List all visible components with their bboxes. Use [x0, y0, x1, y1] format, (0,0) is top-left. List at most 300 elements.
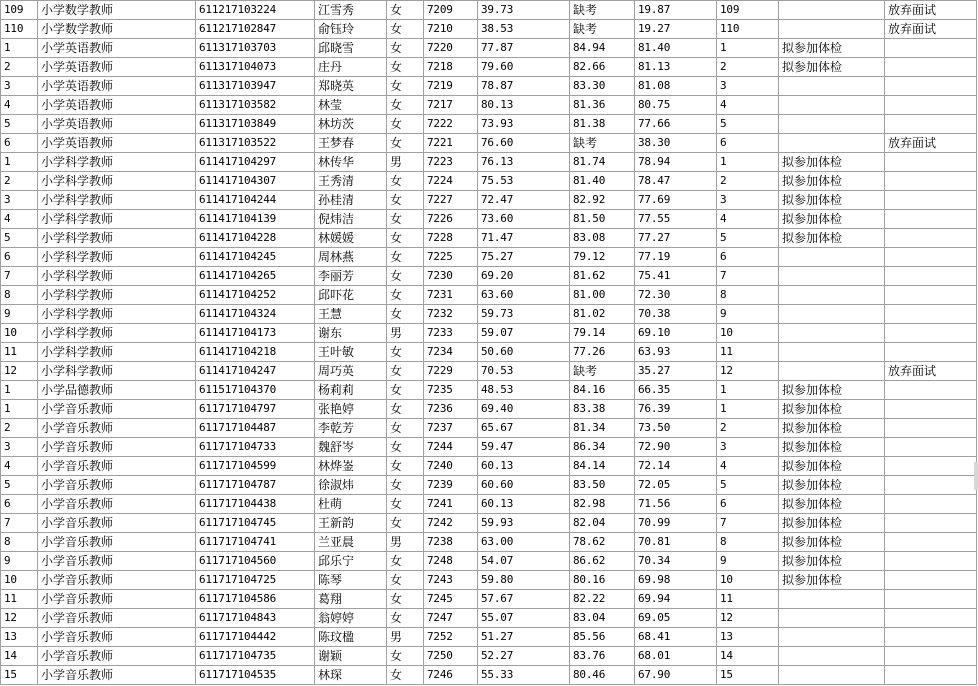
position-cell[interactable]: 小学科学教师: [38, 191, 196, 210]
total-score-cell[interactable]: 68.01: [635, 647, 717, 666]
total-score-cell[interactable]: 78.94: [635, 153, 717, 172]
rank-cell[interactable]: 4: [717, 210, 779, 229]
seq-no-cell[interactable]: 5: [1, 229, 38, 248]
interview-score-cell[interactable]: 86.62: [570, 552, 635, 571]
seq-no-cell[interactable]: 3: [1, 191, 38, 210]
written-score-cell[interactable]: 63.60: [478, 286, 570, 305]
position-cell[interactable]: 小学科学教师: [38, 324, 196, 343]
interview-score-cell[interactable]: 77.26: [570, 343, 635, 362]
written-score-cell[interactable]: 65.67: [478, 419, 570, 438]
checkup-cell[interactable]: 拟参加体检: [779, 552, 885, 571]
exam-id-cell[interactable]: 611417104228: [196, 229, 315, 248]
exam-id-cell[interactable]: 611417104252: [196, 286, 315, 305]
remark-cell[interactable]: [885, 628, 977, 647]
rank-cell[interactable]: 1: [717, 381, 779, 400]
exam-id-cell[interactable]: 611717104735: [196, 647, 315, 666]
exam-id-cell[interactable]: 611417104297: [196, 153, 315, 172]
written-score-cell[interactable]: 75.53: [478, 172, 570, 191]
total-score-cell[interactable]: 35.27: [635, 362, 717, 381]
interview-score-cell[interactable]: 80.16: [570, 571, 635, 590]
exam-id-cell[interactable]: 611717104725: [196, 571, 315, 590]
seq-no-cell[interactable]: 3: [1, 77, 38, 96]
remark-cell[interactable]: [885, 286, 977, 305]
interview-score-cell[interactable]: 84.16: [570, 381, 635, 400]
seq-no-cell[interactable]: 110: [1, 20, 38, 39]
position-cell[interactable]: 小学音乐教师: [38, 400, 196, 419]
total-score-cell[interactable]: 77.55: [635, 210, 717, 229]
gender-cell[interactable]: 女: [387, 514, 424, 533]
interview-score-cell[interactable]: 86.34: [570, 438, 635, 457]
checkup-cell[interactable]: 拟参加体检: [779, 400, 885, 419]
exam-id-cell[interactable]: 611717104438: [196, 495, 315, 514]
rank-cell[interactable]: 3: [717, 77, 779, 96]
remark-cell[interactable]: [885, 229, 977, 248]
seat-no-cell[interactable]: 7245: [424, 590, 478, 609]
gender-cell[interactable]: 女: [387, 96, 424, 115]
checkup-cell[interactable]: [779, 267, 885, 286]
position-cell[interactable]: 小学数学教师: [38, 1, 196, 20]
name-cell[interactable]: 谢颖: [315, 647, 387, 666]
seat-no-cell[interactable]: 7223: [424, 153, 478, 172]
position-cell[interactable]: 小学音乐教师: [38, 457, 196, 476]
seat-no-cell[interactable]: 7252: [424, 628, 478, 647]
written-score-cell[interactable]: 71.47: [478, 229, 570, 248]
interview-score-cell[interactable]: 缺考: [570, 134, 635, 153]
rank-cell[interactable]: 5: [717, 115, 779, 134]
seq-no-cell[interactable]: 10: [1, 324, 38, 343]
checkup-cell[interactable]: 拟参加体检: [779, 533, 885, 552]
checkup-cell[interactable]: [779, 628, 885, 647]
remark-cell[interactable]: [885, 267, 977, 286]
seat-no-cell[interactable]: 7250: [424, 647, 478, 666]
seat-no-cell[interactable]: 7225: [424, 248, 478, 267]
name-cell[interactable]: 谢东: [315, 324, 387, 343]
interview-score-cell[interactable]: 83.50: [570, 476, 635, 495]
name-cell[interactable]: 王慧: [315, 305, 387, 324]
gender-cell[interactable]: 女: [387, 210, 424, 229]
rank-cell[interactable]: 11: [717, 343, 779, 362]
total-score-cell[interactable]: 68.41: [635, 628, 717, 647]
total-score-cell[interactable]: 81.13: [635, 58, 717, 77]
interview-score-cell[interactable]: 82.04: [570, 514, 635, 533]
rank-cell[interactable]: 11: [717, 590, 779, 609]
exam-id-cell[interactable]: 611317103522: [196, 134, 315, 153]
exam-id-cell[interactable]: 611317103582: [196, 96, 315, 115]
name-cell[interactable]: 王梦春: [315, 134, 387, 153]
gender-cell[interactable]: 女: [387, 58, 424, 77]
seat-no-cell[interactable]: 7230: [424, 267, 478, 286]
seat-no-cell[interactable]: 7234: [424, 343, 478, 362]
position-cell[interactable]: 小学音乐教师: [38, 514, 196, 533]
remark-cell[interactable]: 放弃面试: [885, 20, 977, 39]
seq-no-cell[interactable]: 12: [1, 609, 38, 628]
interview-score-cell[interactable]: 81.62: [570, 267, 635, 286]
rank-cell[interactable]: 12: [717, 362, 779, 381]
rank-cell[interactable]: 6: [717, 248, 779, 267]
written-score-cell[interactable]: 60.13: [478, 495, 570, 514]
written-score-cell[interactable]: 75.27: [478, 248, 570, 267]
seq-no-cell[interactable]: 9: [1, 305, 38, 324]
position-cell[interactable]: 小学英语教师: [38, 39, 196, 58]
interview-score-cell[interactable]: 81.40: [570, 172, 635, 191]
checkup-cell[interactable]: [779, 590, 885, 609]
exam-id-cell[interactable]: 611317103703: [196, 39, 315, 58]
seat-no-cell[interactable]: 7235: [424, 381, 478, 400]
seat-no-cell[interactable]: 7217: [424, 96, 478, 115]
checkup-cell[interactable]: 拟参加体检: [779, 495, 885, 514]
name-cell[interactable]: 杨莉莉: [315, 381, 387, 400]
remark-cell[interactable]: [885, 609, 977, 628]
name-cell[interactable]: 杜萌: [315, 495, 387, 514]
interview-score-cell[interactable]: 85.56: [570, 628, 635, 647]
exam-id-cell[interactable]: 611517104370: [196, 381, 315, 400]
rank-cell[interactable]: 2: [717, 419, 779, 438]
written-score-cell[interactable]: 59.93: [478, 514, 570, 533]
rank-cell[interactable]: 4: [717, 457, 779, 476]
rank-cell[interactable]: 7: [717, 514, 779, 533]
checkup-cell[interactable]: 拟参加体检: [779, 58, 885, 77]
gender-cell[interactable]: 女: [387, 609, 424, 628]
exam-id-cell[interactable]: 611417104244: [196, 191, 315, 210]
seq-no-cell[interactable]: 109: [1, 1, 38, 20]
interview-score-cell[interactable]: 缺考: [570, 1, 635, 20]
total-score-cell[interactable]: 66.35: [635, 381, 717, 400]
exam-id-cell[interactable]: 611417104139: [196, 210, 315, 229]
total-score-cell[interactable]: 19.27: [635, 20, 717, 39]
gender-cell[interactable]: 男: [387, 324, 424, 343]
position-cell[interactable]: 小学科学教师: [38, 172, 196, 191]
total-score-cell[interactable]: 69.05: [635, 609, 717, 628]
exam-id-cell[interactable]: 611317103947: [196, 77, 315, 96]
name-cell[interactable]: 林莹: [315, 96, 387, 115]
remark-cell[interactable]: [885, 552, 977, 571]
total-score-cell[interactable]: 71.56: [635, 495, 717, 514]
gender-cell[interactable]: 女: [387, 495, 424, 514]
checkup-cell[interactable]: 拟参加体检: [779, 514, 885, 533]
gender-cell[interactable]: 女: [387, 20, 424, 39]
seat-no-cell[interactable]: 7218: [424, 58, 478, 77]
position-cell[interactable]: 小学音乐教师: [38, 647, 196, 666]
remark-cell[interactable]: [885, 324, 977, 343]
seat-no-cell[interactable]: 7227: [424, 191, 478, 210]
seq-no-cell[interactable]: 10: [1, 571, 38, 590]
interview-score-cell[interactable]: 83.38: [570, 400, 635, 419]
rank-cell[interactable]: 6: [717, 495, 779, 514]
gender-cell[interactable]: 女: [387, 647, 424, 666]
position-cell[interactable]: 小学音乐教师: [38, 419, 196, 438]
checkup-cell[interactable]: 拟参加体检: [779, 39, 885, 58]
rank-cell[interactable]: 12: [717, 609, 779, 628]
position-cell[interactable]: 小学英语教师: [38, 77, 196, 96]
position-cell[interactable]: 小学音乐教师: [38, 666, 196, 685]
gender-cell[interactable]: 女: [387, 286, 424, 305]
checkup-cell[interactable]: [779, 609, 885, 628]
total-score-cell[interactable]: 69.10: [635, 324, 717, 343]
remark-cell[interactable]: [885, 533, 977, 552]
name-cell[interactable]: 陈琴: [315, 571, 387, 590]
exam-id-cell[interactable]: 611417104324: [196, 305, 315, 324]
checkup-cell[interactable]: 拟参加体检: [779, 210, 885, 229]
written-score-cell[interactable]: 54.07: [478, 552, 570, 571]
interview-score-cell[interactable]: 82.92: [570, 191, 635, 210]
checkup-cell[interactable]: [779, 77, 885, 96]
total-score-cell[interactable]: 70.34: [635, 552, 717, 571]
interview-score-cell[interactable]: 82.98: [570, 495, 635, 514]
total-score-cell[interactable]: 78.47: [635, 172, 717, 191]
position-cell[interactable]: 小学音乐教师: [38, 438, 196, 457]
remark-cell[interactable]: [885, 115, 977, 134]
exam-id-cell[interactable]: 611717104741: [196, 533, 315, 552]
exam-id-cell[interactable]: 611317104073: [196, 58, 315, 77]
seq-no-cell[interactable]: 15: [1, 666, 38, 685]
interview-score-cell[interactable]: 81.50: [570, 210, 635, 229]
written-score-cell[interactable]: 38.53: [478, 20, 570, 39]
seq-no-cell[interactable]: 11: [1, 343, 38, 362]
seq-no-cell[interactable]: 2: [1, 58, 38, 77]
seat-no-cell[interactable]: 7247: [424, 609, 478, 628]
total-score-cell[interactable]: 72.14: [635, 457, 717, 476]
name-cell[interactable]: 林坊茨: [315, 115, 387, 134]
rank-cell[interactable]: 3: [717, 438, 779, 457]
seq-no-cell[interactable]: 7: [1, 267, 38, 286]
rank-cell[interactable]: 1: [717, 153, 779, 172]
exam-id-cell[interactable]: 611717104586: [196, 590, 315, 609]
interview-score-cell[interactable]: 82.66: [570, 58, 635, 77]
seat-no-cell[interactable]: 7242: [424, 514, 478, 533]
name-cell[interactable]: 邱晓雪: [315, 39, 387, 58]
written-score-cell[interactable]: 63.00: [478, 533, 570, 552]
seat-no-cell[interactable]: 7210: [424, 20, 478, 39]
seat-no-cell[interactable]: 7239: [424, 476, 478, 495]
gender-cell[interactable]: 女: [387, 191, 424, 210]
checkup-cell[interactable]: [779, 305, 885, 324]
position-cell[interactable]: 小学英语教师: [38, 134, 196, 153]
interview-score-cell[interactable]: 80.46: [570, 666, 635, 685]
written-score-cell[interactable]: 50.60: [478, 343, 570, 362]
seat-no-cell[interactable]: 7241: [424, 495, 478, 514]
remark-cell[interactable]: [885, 210, 977, 229]
name-cell[interactable]: 林琛: [315, 666, 387, 685]
position-cell[interactable]: 小学音乐教师: [38, 590, 196, 609]
checkup-cell[interactable]: [779, 20, 885, 39]
rank-cell[interactable]: 13: [717, 628, 779, 647]
seat-no-cell[interactable]: 7238: [424, 533, 478, 552]
checkup-cell[interactable]: 拟参加体检: [779, 419, 885, 438]
total-score-cell[interactable]: 69.98: [635, 571, 717, 590]
position-cell[interactable]: 小学数学教师: [38, 20, 196, 39]
seq-no-cell[interactable]: 14: [1, 647, 38, 666]
seq-no-cell[interactable]: 12: [1, 362, 38, 381]
total-score-cell[interactable]: 81.40: [635, 39, 717, 58]
seq-no-cell[interactable]: 6: [1, 134, 38, 153]
remark-cell[interactable]: [885, 153, 977, 172]
checkup-cell[interactable]: [779, 362, 885, 381]
checkup-cell[interactable]: 拟参加体检: [779, 153, 885, 172]
seat-no-cell[interactable]: 7226: [424, 210, 478, 229]
seat-no-cell[interactable]: 7237: [424, 419, 478, 438]
name-cell[interactable]: 倪炜洁: [315, 210, 387, 229]
remark-cell[interactable]: [885, 514, 977, 533]
gender-cell[interactable]: 女: [387, 400, 424, 419]
remark-cell[interactable]: [885, 381, 977, 400]
gender-cell[interactable]: 女: [387, 476, 424, 495]
total-score-cell[interactable]: 73.50: [635, 419, 717, 438]
total-score-cell[interactable]: 77.69: [635, 191, 717, 210]
rank-cell[interactable]: 5: [717, 229, 779, 248]
remark-cell[interactable]: [885, 438, 977, 457]
seat-no-cell[interactable]: 7222: [424, 115, 478, 134]
gender-cell[interactable]: 女: [387, 381, 424, 400]
written-score-cell[interactable]: 48.53: [478, 381, 570, 400]
rank-cell[interactable]: 8: [717, 286, 779, 305]
gender-cell[interactable]: 女: [387, 134, 424, 153]
rank-cell[interactable]: 6: [717, 134, 779, 153]
interview-score-cell[interactable]: 缺考: [570, 362, 635, 381]
rank-cell[interactable]: 14: [717, 647, 779, 666]
gender-cell[interactable]: 女: [387, 590, 424, 609]
seat-no-cell[interactable]: 7246: [424, 666, 478, 685]
gender-cell[interactable]: 女: [387, 457, 424, 476]
seat-no-cell[interactable]: 7229: [424, 362, 478, 381]
gender-cell[interactable]: 女: [387, 172, 424, 191]
rank-cell[interactable]: 109: [717, 1, 779, 20]
gender-cell[interactable]: 男: [387, 153, 424, 172]
written-score-cell[interactable]: 79.60: [478, 58, 570, 77]
gender-cell[interactable]: 女: [387, 571, 424, 590]
exam-id-cell[interactable]: 611717104487: [196, 419, 315, 438]
checkup-cell[interactable]: 拟参加体检: [779, 172, 885, 191]
total-score-cell[interactable]: 77.27: [635, 229, 717, 248]
written-score-cell[interactable]: 59.80: [478, 571, 570, 590]
remark-cell[interactable]: [885, 647, 977, 666]
exam-id-cell[interactable]: 611417104218: [196, 343, 315, 362]
exam-id-cell[interactable]: 611717104745: [196, 514, 315, 533]
position-cell[interactable]: 小学科学教师: [38, 362, 196, 381]
total-score-cell[interactable]: 75.41: [635, 267, 717, 286]
written-score-cell[interactable]: 76.13: [478, 153, 570, 172]
remark-cell[interactable]: [885, 96, 977, 115]
seq-no-cell[interactable]: 1: [1, 400, 38, 419]
checkup-cell[interactable]: [779, 115, 885, 134]
remark-cell[interactable]: [885, 172, 977, 191]
remark-cell[interactable]: 放弃面试: [885, 1, 977, 20]
total-score-cell[interactable]: 70.99: [635, 514, 717, 533]
position-cell[interactable]: 小学音乐教师: [38, 533, 196, 552]
name-cell[interactable]: 张艳婷: [315, 400, 387, 419]
checkup-cell[interactable]: [779, 286, 885, 305]
position-cell[interactable]: 小学科学教师: [38, 343, 196, 362]
position-cell[interactable]: 小学品德教师: [38, 381, 196, 400]
total-score-cell[interactable]: 72.30: [635, 286, 717, 305]
interview-score-cell[interactable]: 缺考: [570, 20, 635, 39]
seat-no-cell[interactable]: 7233: [424, 324, 478, 343]
rank-cell[interactable]: 1: [717, 39, 779, 58]
total-score-cell[interactable]: 69.94: [635, 590, 717, 609]
rank-cell[interactable]: 3: [717, 191, 779, 210]
seq-no-cell[interactable]: 2: [1, 419, 38, 438]
name-cell[interactable]: 孙桂清: [315, 191, 387, 210]
written-score-cell[interactable]: 51.27: [478, 628, 570, 647]
interview-score-cell[interactable]: 83.30: [570, 77, 635, 96]
name-cell[interactable]: 陈玟楹: [315, 628, 387, 647]
name-cell[interactable]: 林烨崟: [315, 457, 387, 476]
name-cell[interactable]: 王秀清: [315, 172, 387, 191]
rank-cell[interactable]: 10: [717, 571, 779, 590]
written-score-cell[interactable]: 78.87: [478, 77, 570, 96]
rank-cell[interactable]: 15: [717, 666, 779, 685]
name-cell[interactable]: 李乾芳: [315, 419, 387, 438]
seq-no-cell[interactable]: 7: [1, 514, 38, 533]
rank-cell[interactable]: 110: [717, 20, 779, 39]
seq-no-cell[interactable]: 9: [1, 552, 38, 571]
seat-no-cell[interactable]: 7220: [424, 39, 478, 58]
seq-no-cell[interactable]: 4: [1, 96, 38, 115]
remark-cell[interactable]: [885, 400, 977, 419]
checkup-cell[interactable]: [779, 343, 885, 362]
position-cell[interactable]: 小学音乐教师: [38, 609, 196, 628]
remark-cell[interactable]: [885, 666, 977, 685]
rank-cell[interactable]: 4: [717, 96, 779, 115]
name-cell[interactable]: 葛翔: [315, 590, 387, 609]
written-score-cell[interactable]: 73.60: [478, 210, 570, 229]
gender-cell[interactable]: 女: [387, 77, 424, 96]
name-cell[interactable]: 邱乐宁: [315, 552, 387, 571]
name-cell[interactable]: 邱吓花: [315, 286, 387, 305]
exam-id-cell[interactable]: 611217102847: [196, 20, 315, 39]
name-cell[interactable]: 王叶敏: [315, 343, 387, 362]
gender-cell[interactable]: 女: [387, 115, 424, 134]
scrollbar-edge[interactable]: [974, 462, 978, 490]
position-cell[interactable]: 小学音乐教师: [38, 571, 196, 590]
position-cell[interactable]: 小学音乐教师: [38, 628, 196, 647]
name-cell[interactable]: 林传华: [315, 153, 387, 172]
checkup-cell[interactable]: 拟参加体检: [779, 571, 885, 590]
written-score-cell[interactable]: 60.13: [478, 457, 570, 476]
seat-no-cell[interactable]: 7224: [424, 172, 478, 191]
total-score-cell[interactable]: 63.93: [635, 343, 717, 362]
total-score-cell[interactable]: 70.81: [635, 533, 717, 552]
checkup-cell[interactable]: 拟参加体检: [779, 191, 885, 210]
total-score-cell[interactable]: 70.38: [635, 305, 717, 324]
exam-id-cell[interactable]: 611317103849: [196, 115, 315, 134]
interview-score-cell[interactable]: 81.00: [570, 286, 635, 305]
written-score-cell[interactable]: 69.40: [478, 400, 570, 419]
remark-cell[interactable]: [885, 495, 977, 514]
name-cell[interactable]: 周巧英: [315, 362, 387, 381]
total-score-cell[interactable]: 76.39: [635, 400, 717, 419]
position-cell[interactable]: 小学音乐教师: [38, 552, 196, 571]
rank-cell[interactable]: 1: [717, 400, 779, 419]
position-cell[interactable]: 小学音乐教师: [38, 476, 196, 495]
name-cell[interactable]: 俞钰玲: [315, 20, 387, 39]
checkup-cell[interactable]: 拟参加体检: [779, 438, 885, 457]
rank-cell[interactable]: 2: [717, 172, 779, 191]
total-score-cell[interactable]: 72.05: [635, 476, 717, 495]
interview-score-cell[interactable]: 82.22: [570, 590, 635, 609]
remark-cell[interactable]: [885, 248, 977, 267]
gender-cell[interactable]: 女: [387, 343, 424, 362]
seat-no-cell[interactable]: 7221: [424, 134, 478, 153]
exam-id-cell[interactable]: 611417104307: [196, 172, 315, 191]
name-cell[interactable]: 魏舒岑: [315, 438, 387, 457]
position-cell[interactable]: 小学英语教师: [38, 96, 196, 115]
seq-no-cell[interactable]: 2: [1, 172, 38, 191]
seat-no-cell[interactable]: 7209: [424, 1, 478, 20]
gender-cell[interactable]: 女: [387, 362, 424, 381]
seq-no-cell[interactable]: 4: [1, 210, 38, 229]
written-score-cell[interactable]: 39.73: [478, 1, 570, 20]
gender-cell[interactable]: 女: [387, 229, 424, 248]
